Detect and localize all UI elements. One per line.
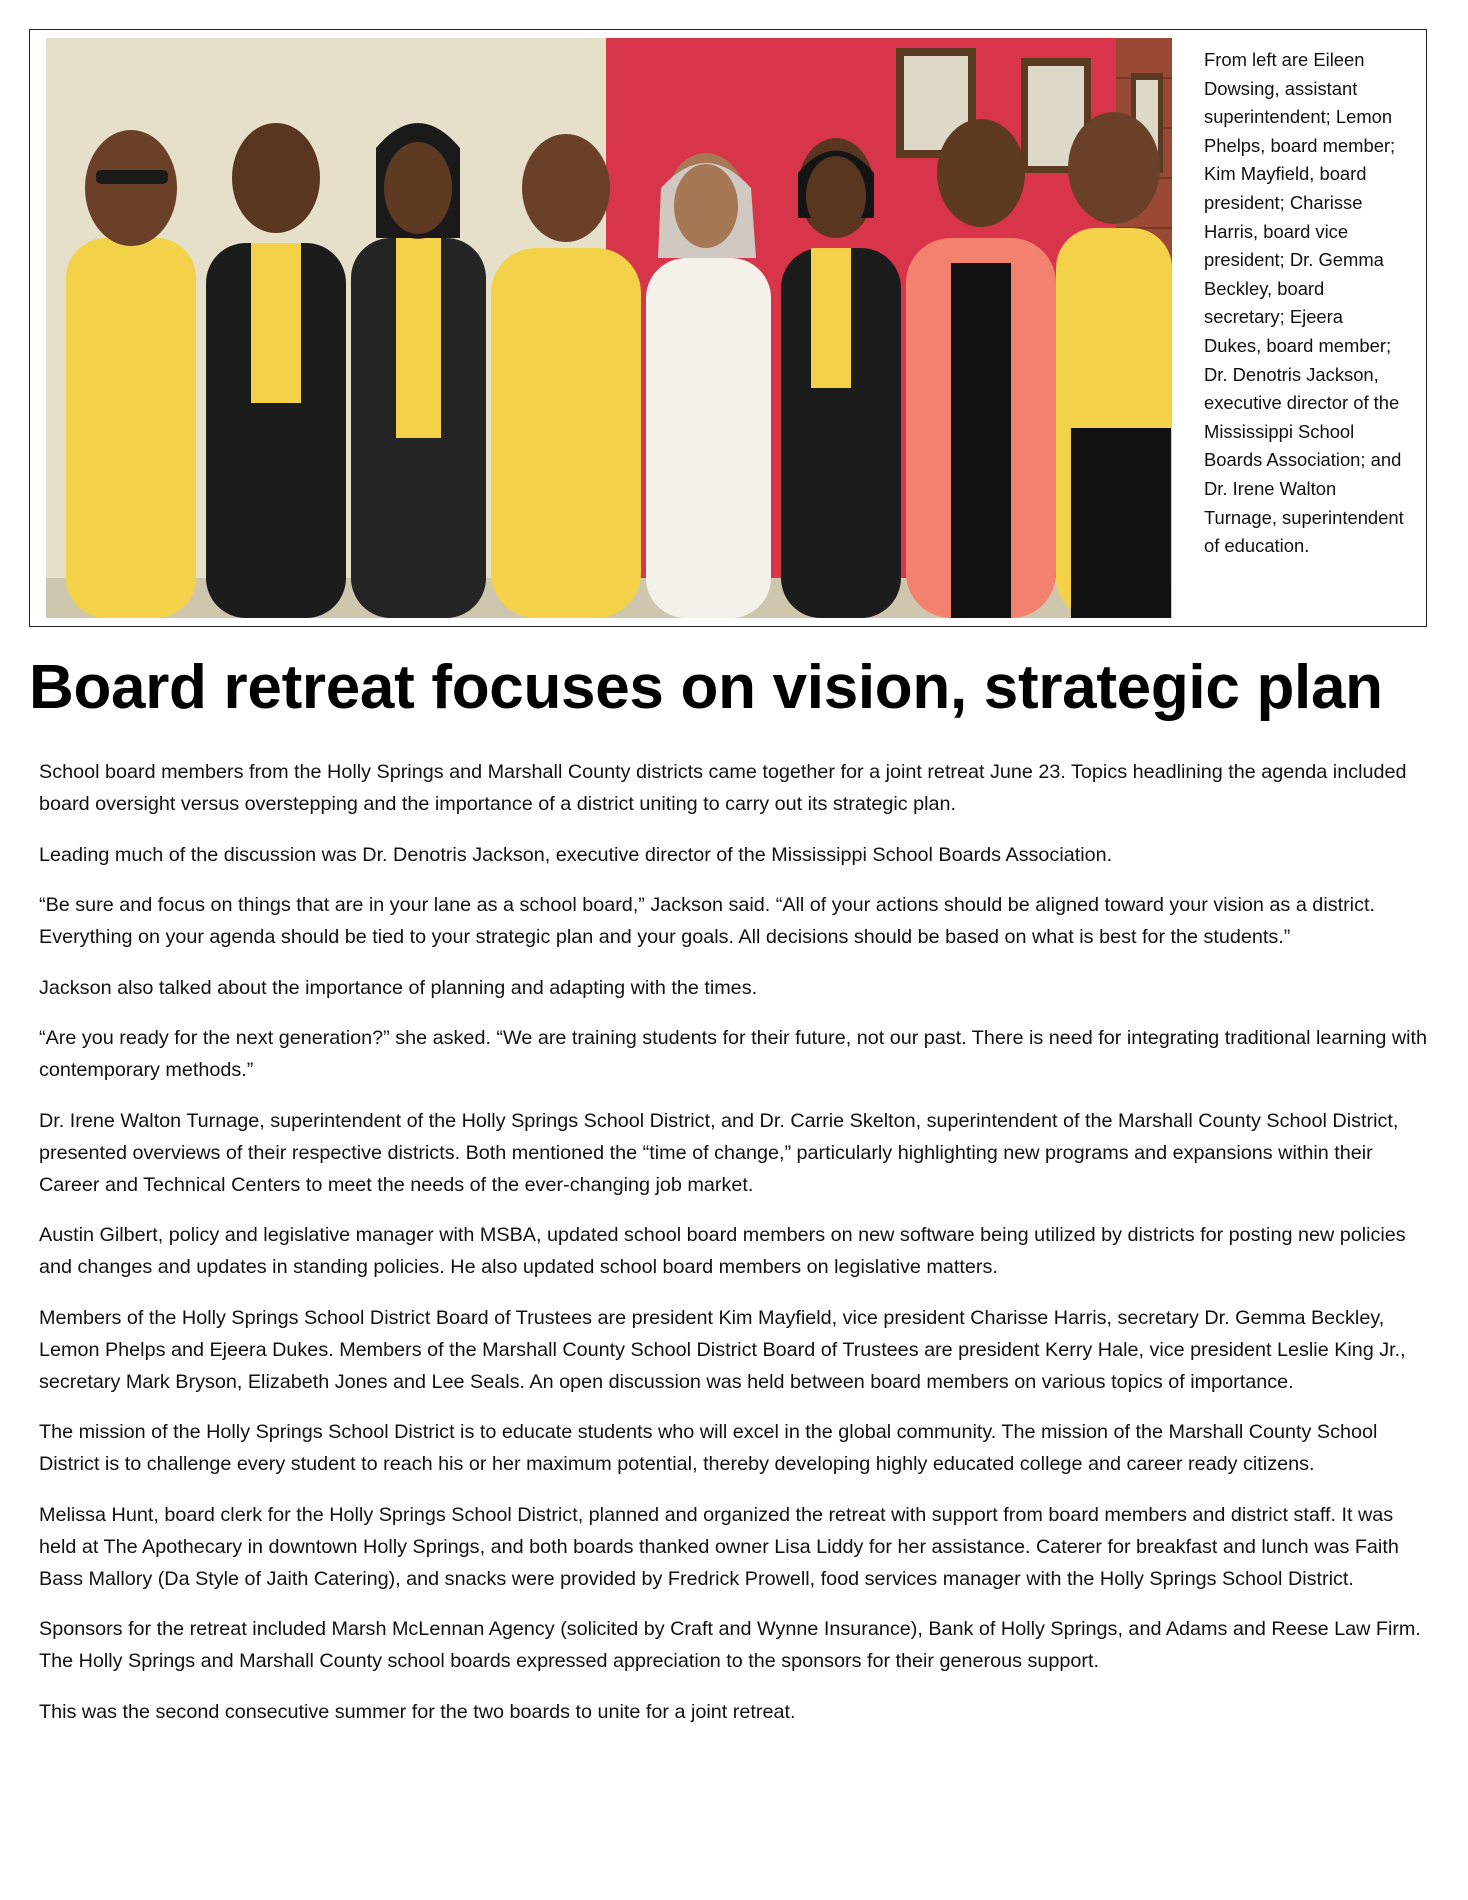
article-paragraph: Jackson also talked about the importance of planning and adapting with the times.: [39, 976, 758, 999]
photo-caption: From left are Eileen Dowsing, assistant superintendent; Lemon Phelps, board member; Kim Mayfield, board president; Charisse Harris, board vice president; Dr. Gemma Beckley, board secretary; Ejeera Dukes, board member; Dr. Denotris Jackson, executive director of the Mississippi School Boards Association; and Dr. Irene Walton Turnage, superintendent of education.: [1204, 49, 1404, 557]
article-paragraph: Leading much of the discussion was Dr. Denotris Jackson, executive director of the Mississippi School Boards Association.: [39, 843, 1113, 866]
article-paragraph: “Are you ready for the next generation?” she asked. “We are training students for their future, not our past. There is need for integrating traditional learning with contemporary methods.”: [39, 1027, 1428, 1081]
group-photo: [46, 38, 1172, 618]
article-paragraph: “Be sure and focus on things that are in your lane as a school board,” Jackson said. “All of your actions should be aligned toward your vision as a district. Everything on your agenda should be tied to your strategic plan and your goals. All decisions should be based on what is best for the students.”: [39, 894, 1375, 948]
article-paragraph: Members of the Holly Springs School District Board of Trustees are president Kim Mayfield, vice president Charisse Harris, secretary Dr. Gemma Beckley, Lemon Phelps and Ejeera Dukes. Members of the Marshall County School District Board of Trustees are president Kerry Hale, vice president Leslie King Jr., secretary Mark Bryson, Elizabeth Jones and Lee Seals. An open discussion was held between board members on various topics of importance.: [39, 1306, 1406, 1393]
article-body: [39, 756, 1431, 1746]
article-paragraph: Austin Gilbert, policy and legislative manager with MSBA, updated school board members on new software being utilized by districts for posting new policies and changes and updates in standing policies. He also updated school board members on legislative matters.: [39, 1224, 1406, 1278]
article-paragraph: School board members from the Holly Springs and Marshall County districts came together for a joint retreat June 23. Topics headlining the agenda included board oversight versus overstepping and the importance of a district uniting to carry out its strategic plan.: [39, 761, 1407, 815]
article-paragraph: Dr. Irene Walton Turnage, superintendent of the Holly Springs School District, and Dr. Carrie Skelton, superintendent of the Marshall County School District, presented overviews of their respective districts. Both mentioned the “time of change,” particularly highlighting new programs and expansions within their Career and Technical Centers to meet the needs of the ever-changing job market.: [39, 1109, 1399, 1196]
article-paragraph: Melissa Hunt, board clerk for the Holly Springs School District, planned and organized the retreat with support from board members and district staff. It was held at The Apothecary in downtown Holly Springs, and both boards thanked owner Lisa Liddy for her assistance. Caterer for breakfast and lunch was Faith Bass Mallory (Da Style of Jaith Catering), and snacks were provided by Fredrick Prowell, food services manager with the Holly Springs School District.: [39, 1503, 1399, 1590]
article-paragraph: The mission of the Holly Springs School District is to educate students who will excel in the global community. The mission of the Marshall County School District is to challenge every student to reach his or her maximum potential, thereby developing highly educated college and career ready citizens.: [39, 1421, 1378, 1475]
article-paragraph: This was the second consecutive summer for the two boards to unite for a joint retreat.: [39, 1700, 796, 1723]
article-paragraph: Sponsors for the retreat included Marsh McLennan Agency (solicited by Craft and Wynne Insurance), Bank of Holly Springs, and Adams and Reese Law Firm. The Holly Springs and Marshall County school boards expressed appreciation to the sponsors for their generous support.: [39, 1618, 1421, 1672]
photo-frame: [29, 29, 1427, 627]
group-photo-illustration: [46, 38, 1172, 618]
headline: Board retreat focuses on vision, strategic plan: [29, 653, 1383, 722]
